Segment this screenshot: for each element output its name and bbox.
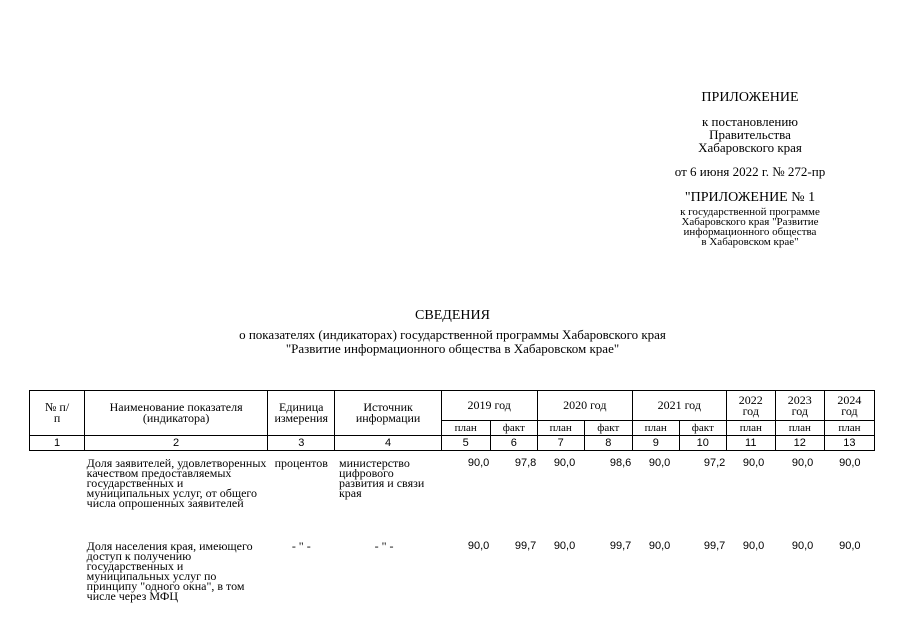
value-2019-plan: 90,0 <box>467 540 490 552</box>
column-number: 7 <box>537 436 584 451</box>
indicator-name: Доля населения края, имеющего доступ к получению государственных и муниципальных услуг по принципу "одного окна", в том числе через МФЦ <box>86 539 253 603</box>
value-2024-plan: 90,0 <box>839 540 861 552</box>
column-number: 1 <box>30 436 85 451</box>
document-subtitle-line: "Развитие информационного общества в Хабаровском крае" <box>285 341 620 356</box>
column-number: 2 <box>85 436 268 451</box>
header-year-2024: 2024 год <box>824 391 874 421</box>
table-row <box>30 458 875 541</box>
header-fact: факт <box>490 421 537 436</box>
column-number: 13 <box>824 436 874 451</box>
value-2021-fact: 97,2 <box>703 457 726 469</box>
value-2024-plan: 90,0 <box>839 457 861 469</box>
value-2021-plan: 90,0 <box>648 457 671 469</box>
column-number: 9 <box>632 436 679 451</box>
value-2021-plan: 90,0 <box>648 540 671 552</box>
header-year-2019: 2019 год <box>441 391 537 421</box>
appendix-ref <box>640 115 860 154</box>
header-plan: план <box>824 421 874 436</box>
table-row <box>30 541 875 601</box>
header-plan: план <box>537 421 584 436</box>
header-plan: план <box>775 421 824 436</box>
appendix-block <box>640 90 860 247</box>
column-number: 3 <box>268 436 335 451</box>
value-2023-plan: 90,0 <box>791 540 814 552</box>
document-subtitle-line: о показателях (индикаторах) государственной программы Хабаровского края <box>239 327 666 342</box>
header-fact: факт <box>679 421 726 436</box>
appendix-ref-line: Правительства <box>709 127 791 142</box>
indicator-source: - " - <box>374 539 394 553</box>
header-unit: Единица измерения <box>268 391 335 436</box>
appendix-date: от 6 июня 2022 г. № 272-пр <box>674 164 826 179</box>
header-num: № п/п <box>30 391 85 436</box>
row-number <box>30 458 85 541</box>
header-year-2021: 2021 год <box>632 391 726 421</box>
value-2022-plan: 90,0 <box>742 457 765 469</box>
indicators-table <box>29 390 875 601</box>
value-2019-fact: 97,8 <box>514 457 537 469</box>
column-number: 11 <box>726 436 775 451</box>
header-plan: план <box>441 421 490 436</box>
header-plan: план <box>632 421 679 436</box>
header-year-2020: 2020 год <box>537 391 632 421</box>
header-fact: факт <box>584 421 632 436</box>
header-source: Источник информации <box>335 391 441 436</box>
column-number: 10 <box>679 436 726 451</box>
header-year-2023: 2023 год <box>775 391 824 421</box>
header-year-2022: 2022 год <box>726 391 775 421</box>
value-2020-fact: 99,7 <box>609 540 632 552</box>
indicator-name: Доля заявителей, удовлетворенных качеством предоставляемых государственных и муниципальных услуг, от общего числа опрошенных заявителей <box>86 456 267 510</box>
value-2021-fact: 99,7 <box>703 540 726 552</box>
header-row <box>30 391 875 421</box>
sub-appendix-line: информационного общества <box>683 226 817 238</box>
appendix-title: ПРИЛОЖЕНИЕ <box>701 90 799 105</box>
column-number: 4 <box>335 436 441 451</box>
column-number: 8 <box>584 436 632 451</box>
appendix-ref-line: к постановлению <box>701 114 799 129</box>
sub-appendix-line: к государственной программе <box>680 206 820 218</box>
header-plan: план <box>726 421 775 436</box>
sub-appendix-line: Хабаровского края "Развитие <box>681 216 819 228</box>
indicator-unit: процентов <box>274 456 328 470</box>
indicator-unit: - " - <box>291 539 311 553</box>
sub-appendix-line: в Хабаровском крае" <box>701 236 799 248</box>
row-number <box>30 541 85 601</box>
value-2019-fact: 99,7 <box>514 540 537 552</box>
sub-appendix-title: "ПРИЛОЖЕНИЕ № 1 <box>684 190 816 205</box>
column-number-row <box>30 436 875 451</box>
document-subtitle <box>0 328 905 356</box>
sub-appendix-ref <box>640 207 860 247</box>
indicator-source: министерство цифрового развития и связи края <box>338 456 425 500</box>
appendix-ref-line: Хабаровского края <box>698 140 802 155</box>
column-number: 5 <box>441 436 490 451</box>
value-2020-plan: 90,0 <box>553 457 576 469</box>
value-2023-plan: 90,0 <box>791 457 814 469</box>
column-number: 12 <box>775 436 824 451</box>
document-title: СВЕДЕНИЯ <box>415 308 490 323</box>
value-2022-plan: 90,0 <box>742 540 765 552</box>
header-name: Наименование показателя (индикатора) <box>85 391 268 436</box>
value-2020-fact: 98,6 <box>609 457 632 469</box>
value-2019-plan: 90,0 <box>467 457 490 469</box>
column-number: 6 <box>490 436 537 451</box>
value-2020-plan: 90,0 <box>553 540 576 552</box>
